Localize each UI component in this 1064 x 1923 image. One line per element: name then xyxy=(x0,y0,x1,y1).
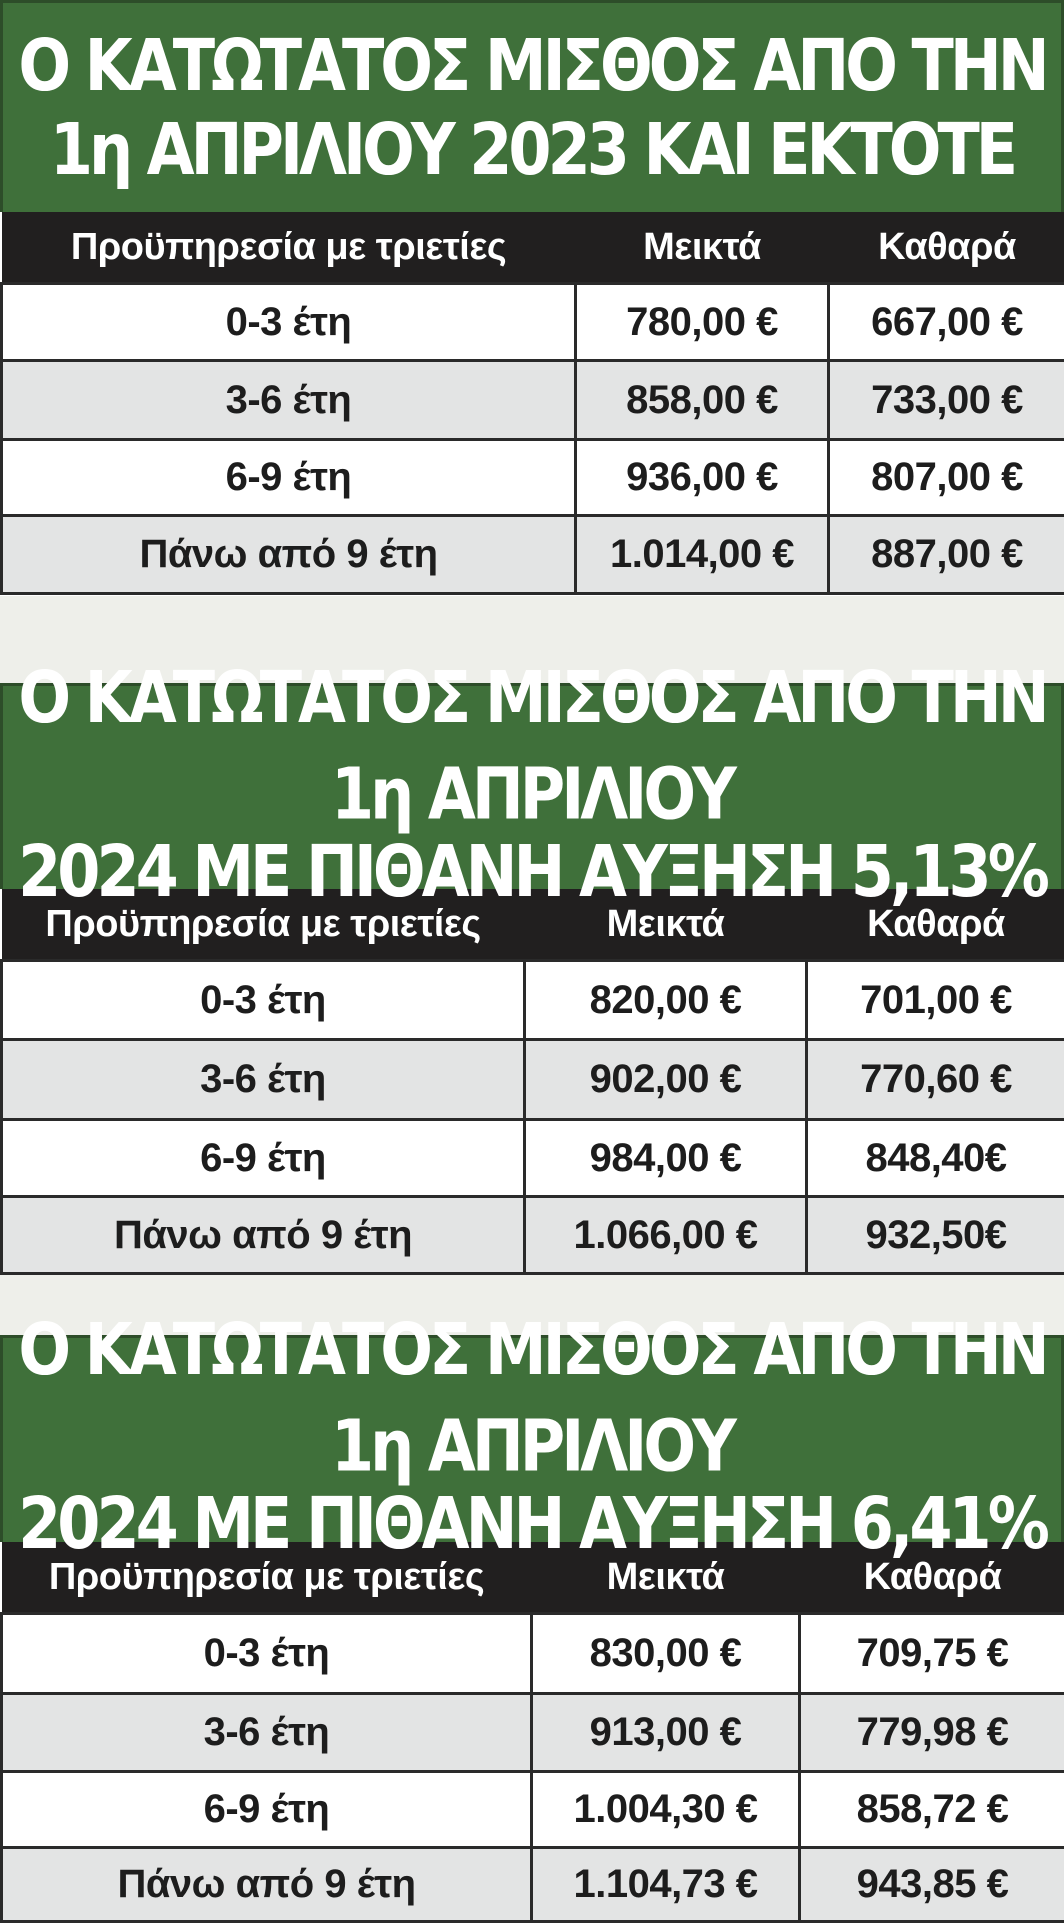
cell-gross: 1.104,73 € xyxy=(532,1848,800,1922)
cell-gross: 936,00 € xyxy=(576,440,829,516)
cell-seniority: 6-9 έτη xyxy=(2,440,576,516)
cell-net: 887,00 € xyxy=(829,516,1064,594)
cell-net: 943,85 € xyxy=(800,1848,1064,1922)
column-header-seniority: Προϋπηρεσία με τριετίες xyxy=(2,889,525,961)
cell-seniority: Πάνω από 9 έτη xyxy=(2,516,576,594)
cell-net: 779,98 € xyxy=(800,1694,1064,1772)
column-header-gross: Μεικτά xyxy=(525,889,807,961)
column-header-net: Καθαρά xyxy=(807,889,1064,961)
table-row xyxy=(2,1197,1064,1274)
salary-table xyxy=(0,212,1064,595)
cell-gross: 830,00 € xyxy=(532,1614,800,1694)
table-row xyxy=(2,1614,1064,1694)
table-title-line: Ο ΚΑΤΩΤΑΤΟΣ ΜΙΣΘΟΣ ΑΠΟ ΤΗΝ 1η ΑΠΡΙΛΙΟΥ xyxy=(3,1301,1061,1494)
cell-seniority: 0-3 έτη xyxy=(2,961,525,1040)
table-title xyxy=(0,683,1064,889)
table-row xyxy=(2,284,1064,361)
cell-gross: 1.004,30 € xyxy=(532,1772,800,1848)
cell-gross: 984,00 € xyxy=(525,1120,807,1197)
cell-net: 709,75 € xyxy=(800,1614,1064,1694)
cell-net: 667,00 € xyxy=(829,284,1064,361)
cell-seniority: 6-9 έτη xyxy=(2,1772,532,1848)
salary-table xyxy=(0,889,1064,1275)
table-row xyxy=(2,1772,1064,1848)
salary-table xyxy=(0,1542,1064,1923)
cell-seniority: 0-3 έτη xyxy=(2,284,576,361)
table-header-row xyxy=(2,212,1064,284)
cell-seniority: Πάνω από 9 έτη xyxy=(2,1197,525,1274)
table-title-line: Ο ΚΑΤΩΤΑΤΟΣ ΜΙΣΘΟΣ ΑΠΟ ΤΗΝ 1η ΑΠΡΙΛΙΟΥ xyxy=(3,649,1061,842)
cell-net: 807,00 € xyxy=(829,440,1064,516)
cell-gross: 1.066,00 € xyxy=(525,1197,807,1274)
cell-gross: 780,00 € xyxy=(576,284,829,361)
cell-seniority: 3-6 έτη xyxy=(2,1040,525,1120)
table-title-line: Ο ΚΑΤΩΤΑΤΟΣ ΜΙΣΘΟΣ ΑΠΟ ΤΗΝ xyxy=(3,17,1061,114)
cell-seniority: 3-6 έτη xyxy=(2,1694,532,1772)
table-title xyxy=(0,0,1064,212)
table-title-line: 2024 ΜΕ ΠΙΘΑΝΗ ΑΥΞΗΣΗ 5,13% xyxy=(3,823,1061,920)
salary-table-2024-5-13 xyxy=(0,683,1064,1272)
table-title-line: 2024 ΜΕ ΠΙΘΑΝΗ ΑΥΞΗΣΗ 6,41% xyxy=(3,1476,1061,1573)
column-header-seniority: Προϋπηρεσία με τριετίες xyxy=(2,1542,532,1614)
cell-seniority: 0-3 έτη xyxy=(2,1614,532,1694)
column-header-net: Καθαρά xyxy=(829,212,1064,284)
table-row xyxy=(2,516,1064,594)
table-row xyxy=(2,961,1064,1040)
table-row xyxy=(2,440,1064,516)
cell-gross: 902,00 € xyxy=(525,1040,807,1120)
cell-net: 932,50€ xyxy=(807,1197,1064,1274)
column-header-net: Καθαρά xyxy=(800,1542,1064,1614)
column-header-seniority: Προϋπηρεσία με τριετίες xyxy=(2,212,576,284)
table-row xyxy=(2,1848,1064,1922)
table-row xyxy=(2,361,1064,440)
table-row xyxy=(2,1040,1064,1120)
column-header-gross: Μεικτά xyxy=(576,212,829,284)
table-row xyxy=(2,1694,1064,1772)
cell-seniority: 3-6 έτη xyxy=(2,361,576,440)
column-header-gross: Μεικτά xyxy=(532,1542,800,1614)
cell-net: 858,72 € xyxy=(800,1772,1064,1848)
table-title xyxy=(0,1335,1064,1542)
cell-net: 848,40€ xyxy=(807,1120,1064,1197)
cell-net: 733,00 € xyxy=(829,361,1064,440)
cell-gross: 858,00 € xyxy=(576,361,829,440)
cell-gross: 1.014,00 € xyxy=(576,516,829,594)
cell-seniority: Πάνω από 9 έτη xyxy=(2,1848,532,1922)
cell-seniority: 6-9 έτη xyxy=(2,1120,525,1197)
cell-net: 770,60 € xyxy=(807,1040,1064,1120)
cell-net: 701,00 € xyxy=(807,961,1064,1040)
table-title-line: 1η ΑΠΡΙΛΙΟΥ 2023 ΚΑΙ ΕΚΤΟΤΕ xyxy=(3,101,1061,198)
cell-gross: 913,00 € xyxy=(532,1694,800,1772)
cell-gross: 820,00 € xyxy=(525,961,807,1040)
salary-table-2024-6-41 xyxy=(0,1335,1064,1920)
salary-table-2023 xyxy=(0,0,1064,596)
table-row xyxy=(2,1120,1064,1197)
